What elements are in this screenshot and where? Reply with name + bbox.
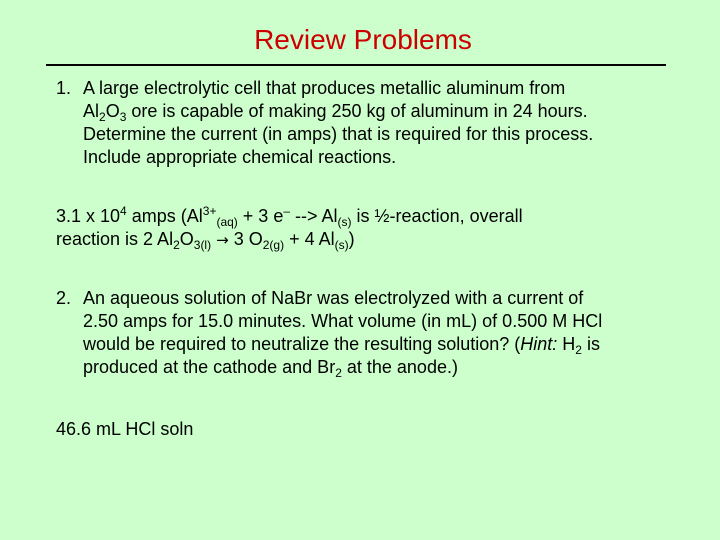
superscript: 3+ [202, 204, 217, 218]
text-run: is ½-reaction, overall [351, 206, 523, 226]
answer-1-line-2 [56, 228, 696, 252]
text-run: 3.1 x 10 [56, 206, 121, 226]
problem-2-line-4 [83, 356, 696, 379]
text-run: at the anode.) [341, 357, 458, 377]
text-run: + 4 Al [284, 229, 335, 249]
text-run: H [557, 334, 576, 354]
subscript: 3 [119, 110, 127, 124]
problem-2-line-1: An aqueous solution of NaBr was electrolyzed with a current of [83, 288, 584, 308]
problem-1-line-4: Include appropriate chemical reactions. [83, 147, 397, 167]
subscript: (aq) [216, 215, 238, 229]
reaction-arrow-icon: → [216, 231, 229, 249]
text-run: would be required to neutralize the resulting solution? ( [83, 334, 521, 354]
answer-2: 46.6 mL HCl soln [56, 419, 194, 439]
problem-1-line-2 [83, 100, 696, 123]
subscript: 2 [335, 366, 342, 380]
subscript: (s) [337, 215, 352, 229]
problem-2-number: 2. [56, 288, 72, 308]
subscript: (s) [334, 238, 349, 252]
text-run: reaction is 2 Al [56, 229, 174, 249]
problem-2-line-3 [83, 333, 696, 356]
subscript: 2 [575, 343, 582, 357]
superscript: 4 [120, 204, 127, 218]
text-run: is [581, 334, 600, 354]
problem-1-line-1: A large electrolytic cell that produces metallic aluminum from [83, 78, 566, 98]
subscript: 3(l) [193, 238, 212, 252]
problem-1-line-3: Determine the current (in amps) that is required for this process. [83, 124, 594, 144]
text-run: produced at the cathode and Br [83, 357, 336, 377]
slide-title: Review Problems [254, 24, 472, 55]
text-run: O [179, 229, 194, 249]
hint-label: Hint: [520, 334, 558, 354]
text-run: ) [348, 229, 355, 249]
title-divider [46, 64, 666, 66]
problem-2 [56, 287, 696, 379]
text-run: amps (Al [126, 206, 203, 226]
answer-1 [56, 205, 696, 252]
superscript: – [283, 204, 291, 218]
answer-1-line-1 [56, 205, 696, 228]
text-run: 3 O [228, 229, 263, 249]
problem-2-line-2: 2.50 amps for 15.0 minutes. What volume (in mL) of 0.500 M HCl [83, 311, 603, 331]
subscript: 2 [173, 238, 180, 252]
problem-1 [56, 77, 696, 169]
problem-1-number: 1. [56, 78, 72, 98]
text-run: O [105, 101, 120, 121]
subscript: 2 [99, 110, 106, 124]
text-run: Al [83, 101, 100, 121]
text-run: ore is capable of making 250 kg of aluminum in 24 hours. [126, 101, 588, 121]
text-run: --> Al [290, 206, 338, 226]
text-run: + 3 e [237, 206, 284, 226]
subscript: 2(g) [262, 238, 285, 252]
